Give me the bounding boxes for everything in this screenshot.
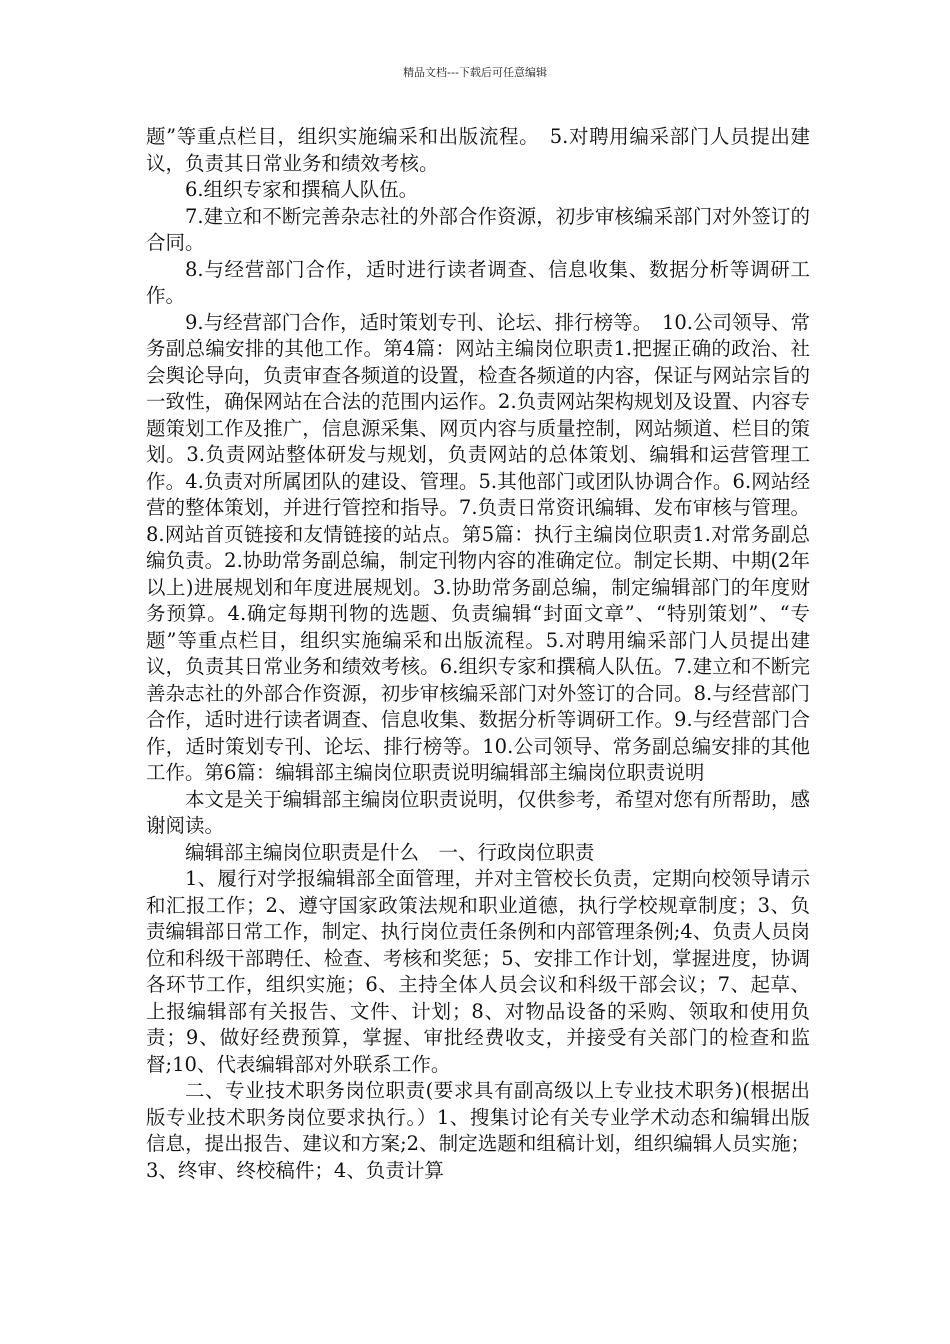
paragraph: 题”等重点栏目，组织实施编采和出版流程。 5.对聘用编采部门人员提出建议，负责其日常业务和绩效考核。 [146,125,810,175]
paragraph: 二、专业技术职务岗位职责(要求具有副高级以上专业技术职务)(根据出版专业技术职务岗位要求执行。）1、搜集讨论有关专业学术动态和编辑出版信息，提出报告、建议和方案;2、制定选题和组稿计划，组织编辑人员实施；3、终审、终校稿件；4、负责计算 [146,1079,810,1182]
paragraph: 9.与经营部门合作，适时策划专刊、论坛、排行榜等。 10.公司领导、常务副总编安排的其他工作。第4篇：网站主编岗位职责1.把握正确的政治、社会舆论导向，负责审查各频道的设置，检查各频道的内容，保证与网站宗旨的一致性，确保网站在合法的范围内运作。2.负责网站架构规划及设置、内容专题策划工作及推广，信息源采集、网页内容与质量控制，网站频道、栏目的策划。3.负责网站整体研发与规划，负责网站的总体策划、编辑和运营管理工作。4.负责对所属团队的建设、管理。5.其他部门或团队协调合作。6.网站经营的整体策划，并进行管控和指导。7.负责日常资讯编辑、发布审核与管理。8.网站首页链接和友情链接的站点。第5篇：执行主编岗位职责1.对常务副总编负责。2.协助常务副总编，制定刊物内容的准确定位。制定长期、中期(2年以上)进展规划和年度进展规划。3.协助常务副总编，制定编辑部门的年度财务预算。4.确定每期刊物的选题、负责编辑“封面文章”、“特别策划”、“专题”等重点栏目，组织实施编采和出版流程。5.对聘用编采部门人员提出建议，负责其日常业务和绩效考核。6.组织专家和撰稿人队伍。7.建立和不断完善杂志社的外部合作资源，初步审核编采部门对外签订的合同。8.与经营部门合作，适时进行读者调查、信息收集、数据分析等调研工作。9.与经营部门合作，适时策划专刊、论坛、排行榜等。10.公司领导、常务副总编安排的其他工作。第6篇：编辑部主编岗位职责说明编辑部主编岗位职责说明 [146,310,810,784]
page-header: 精品文档---下载后可任意编辑 [403,66,547,79]
paragraph: 1、履行对学报编辑部全面管理，并对主管校长负责，定期向校领导请示和汇报工作；2、遵守国家政策法规和职业道德，执行学校规章制度；3、负责编辑部日常工作，制定、执行岗位责任条例和内部管理条例;4、负责人员岗位和科级干部聘任、检查、考核和奖惩；5、安排工作计划，掌握进度，协调各环节工作，组织实施；6、主持全体人员会议和科级干部会议；7、起草、上报编辑部有关报告、文件、计划；8、对物品设备的采购、领取和使用负责；9、做好经费预算，掌握、审批经费收支，并接受有关部门的检查和监督;10、代表编辑部对外联系工作。 [146,867,810,1076]
document-body [146,124,810,1184]
paragraph: 7.建立和不断完善杂志社的外部合作资源，初步审核编采部门对外签订的合同。 [146,204,810,254]
paragraph: 8.与经营部门合作，适时进行读者调查、信息收集、数据分析等调研工作。 [146,257,810,307]
paragraph: 编辑部主编岗位职责是什么 一、行政岗位职责 [185,840,595,864]
paragraph: 6.组织专家和撰稿人队伍。 [185,178,419,201]
paragraph: 本文是关于编辑部主编岗位职责说明，仅供参考，希望对您有所帮助，感谢阅读。 [146,787,810,837]
